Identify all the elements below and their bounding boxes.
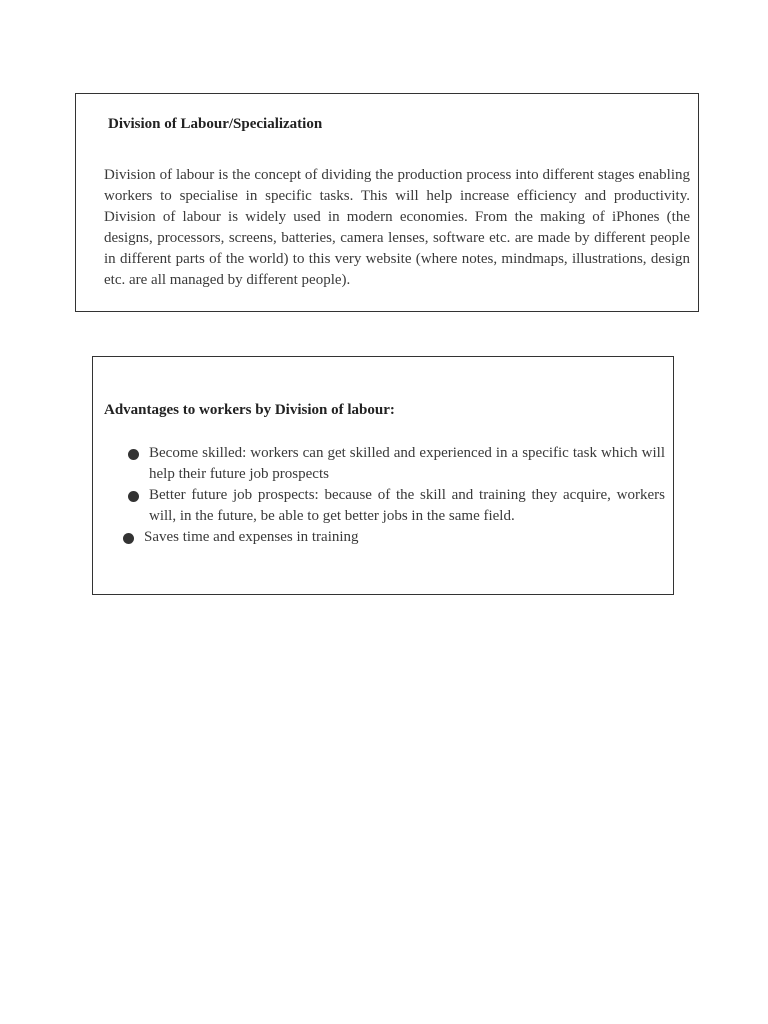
definition-box — [75, 93, 699, 312]
definition-paragraph: Division of labour is the concept of dividing the production process into different stages enabling workers to specialise in specific tasks. This will help increase efficiency and productivity. Division of labour is widely used in modern economies. From the making of iPhones (the designs, processors, screens, batteries, camera lenses, software etc. are made by different people in different parts of the world) to this very website (where notes, mindmaps, illustrations, design etc. are all managed by different people). — [104, 167, 690, 288]
list-item-text: Saves time and expenses in training — [144, 529, 359, 545]
list-item — [93, 527, 673, 548]
section-title: Division of Labour/Specialization — [108, 116, 323, 132]
list-item — [93, 443, 673, 485]
list-item — [93, 485, 673, 527]
list-item-text: Become skilled: workers can get skilled and experienced in a specific task which will help their future job prospects — [149, 445, 665, 482]
bullet-icon — [123, 533, 134, 544]
advantages-box — [92, 356, 674, 595]
advantages-title: Advantages to workers by Division of labour: — [104, 402, 395, 418]
list-item-text: Better future job prospects: because of the skill and training they acquire, workers will, in the future, be able to get better jobs in the same field. — [149, 487, 665, 524]
bullet-icon — [128, 449, 139, 460]
bullet-icon — [128, 491, 139, 502]
advantages-list — [93, 443, 673, 548]
